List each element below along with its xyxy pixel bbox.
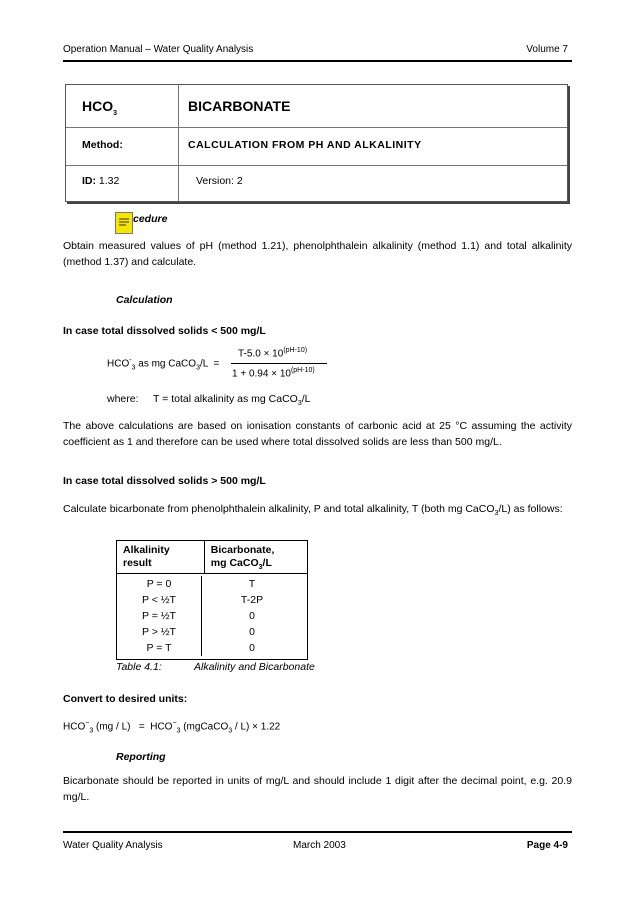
alkalinity-bicarbonate-table [116,540,308,660]
table-row [66,85,567,128]
parameter-name: BICARBONATE [188,98,291,114]
note-icon [115,212,133,234]
header-bicarbonate: Bicarbonate, mg CaCO$_3$/L [210,544,275,572]
table-caption-text: Alkalinity and Bicarbonate [194,661,315,673]
header-rule [63,60,572,62]
method-id-table [65,84,568,202]
table-row: P = T 0 [117,640,307,656]
table-row: P = ½T 0 [117,608,307,624]
footer-left: Water Quality Analysis [63,840,163,851]
running-header-right: Volume 7 [526,44,568,55]
method-id: ID: 1.32 [82,175,120,187]
where-definition: T = total alkalinity as mg CaCO$_3$/L [153,393,311,408]
method-label: Method: [82,139,123,151]
running-header-left: Operation Manual – Water Quality Analysis [63,44,254,55]
case2-heading: In case total dissolved solids > 500 mg/L [63,475,266,487]
table-row [66,165,567,201]
table-caption-label: Table 4.1: [116,661,162,673]
convert-heading: Convert to desired units: [63,693,188,705]
reporting-heading: Reporting [116,751,166,763]
method-name: CALCULATION FROM PH AND ALKALINITY [188,139,422,151]
version: Version: 2 [196,175,243,187]
fraction-bar [231,363,327,364]
page-number: Page 4-9 [526,840,568,851]
intro-paragraph: Obtain measured values of pH (method 1.21), phenolphthalein alkalinity (method 1.1) and total alkalinity (method 1.37) and calculate. [63,240,572,268]
case2-paragraph: Calculate bicarbonate from phenolphthalein alkalinity, P and total alkalinity, T (both mg CaCO$_3$/L) as follows: [63,503,563,518]
reporting-paragraph: Bicarbonate should be reported in units of mg/L and should include 1 digit after the decimal point, e.g. 20.9 mg/L. [63,775,572,803]
table-row: P = 0 T [117,576,307,592]
formula1-lhs: $HCO^-_3$ as mg CaCO$_3$/L = [107,357,220,372]
note-paragraph: The above calculations are based on ionisation constants of carbonic acid at 25 °C assuming the activity coefficient as 1 and therefore can be used where total dissolved solids are less than 500 mg/L. [63,420,572,448]
header-alkalinity: Alkalinity result [117,541,205,573]
conversion-formula: $HCO^-_3$ (mg / L) = $HCO^-_3$ (mgCaCO$_3$ / L) × 1.22 [63,720,281,735]
parameter-code: $HCO_3$ [82,98,118,117]
calculation-heading: Calculation [116,294,173,306]
where-label: where: [107,393,139,405]
formula1-numerator: $T-5.0 \times 10^{(pH-10)}$ [238,347,308,360]
table-row [66,127,567,166]
case1-heading: In case total dissolved solids < 500 mg/L [63,325,266,337]
formula1-denominator: $1 + 0.94 \times 10^{(pH-10)}$ [232,367,315,380]
table-header [117,541,307,574]
footer-rule [63,831,572,833]
table-row: P > ½T 0 [117,624,307,640]
table-row: P < ½T T-2P [117,592,307,608]
procedure-heading: cedure [133,213,168,225]
footer-center: March 2003 [293,840,346,851]
